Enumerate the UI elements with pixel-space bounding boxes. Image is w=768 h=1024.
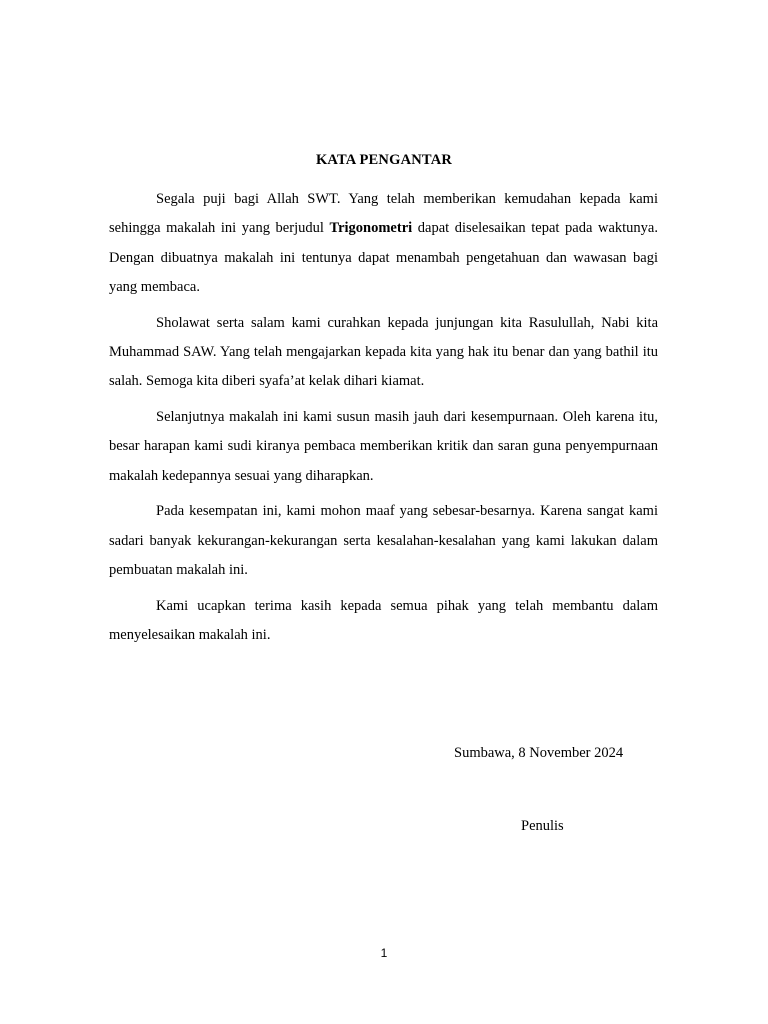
page-number: 1 (380, 946, 388, 960)
paragraph-2: Sholawat serta salam kami curahkan kepada junjungan kita Rasulullah, Nabi kita Muhammad SAW. Yang telah mengajarkan kepada kita yang hak itu benar dan yang bathil itu salah. Semoga kita diberi syafa’at kelak dihari kiamat. (109, 314, 658, 390)
paragraph-5: Kami ucapkan terima kasih kepada semua pihak yang telah membantu dalam menyelesaikan makalah ini. (109, 597, 658, 644)
document-body (109, 185, 658, 657)
paragraph-1 (109, 185, 658, 302)
paragraph-1-text-after: dapat diselesaikan tepat pada waktunya. Dengan dibuatnya makalah ini tentunya dapat menambah pengetahuan dan wawasan bagi yang membaca. (109, 220, 658, 295)
page-title: KATA PENGANTAR (315, 152, 453, 168)
paragraph-1-bold-title: Trigonometri (329, 220, 413, 237)
author-signature-label: Penulis (521, 818, 564, 834)
paragraph-4: Pada kesempatan ini, kami mohon maaf yang sebesar-besarnya. Karena sangat kami sadari banyak kekurangan-kekurangan serta kesalahan-kesalahan yang kami lakukan dalam pembuatan makalah ini. (109, 503, 658, 579)
place-date: Sumbawa, 8 November 2024 (454, 745, 624, 761)
paragraph-3: Selanjutnya makalah ini kami susun masih jauh dari kesempurnaan. Oleh karena itu, besar harapan kami sudi kiranya pembaca memberikan kritik dan saran guna penyempurnaan makalah kedepannya sesuai yang diharapkan. (109, 409, 658, 484)
paragraph-1-text-before: Segala puji bagi Allah SWT. Yang telah memberikan kemudahan kepada kami sehingga makalah ini yang berjudul (109, 191, 658, 237)
